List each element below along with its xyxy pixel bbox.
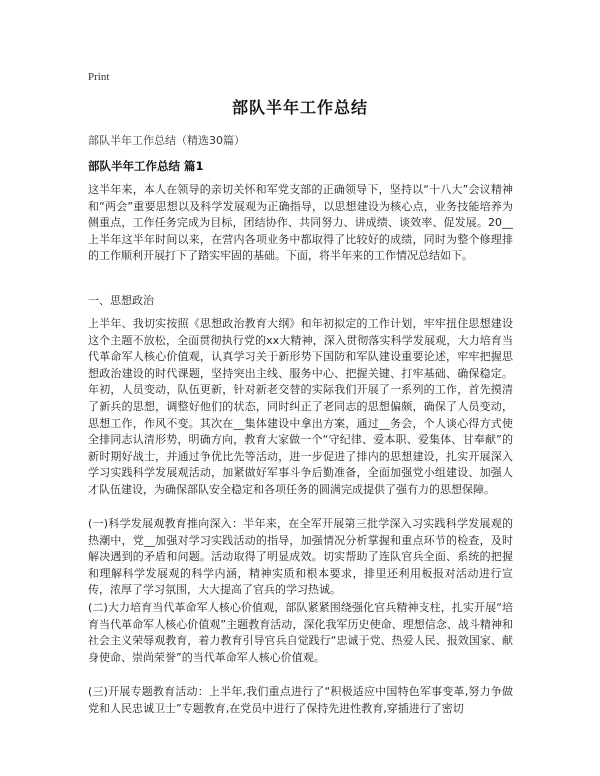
politics-paragraph: 上半年、我切实按照《思想政治教育大纲》和年初拟定的工作计划，牢牢扭住思想建设这个主题不放松，全面贯彻执行党的xx大精神，深入贯彻落实科学发展观，大力培育当代革命军人核心价值观，认真学习关于新形势下国防和军队建设重要论述，牢牢把握思想政治建设的时代课题，坚持突出主线、服务中心、把握关键、打牢基础、确保稳定。年初，人员变动，队伍更新，针对新老交替的实际我们开展了一系列的工作，首先摸清了新兵的思想，调整好他们的状态，同时纠正了老同志的思想偏颇，确保了人员变动，思想工作，作风不变。其次在__集体建设中拿出方案，通过__务会，个人谈心得方式使全排同志认清形势，明确方向，教育大家做一个“守纪律、爱本职、爱集体、甘奉献”的新时期好战士，并通过争优比先等活动，进一步促进了排内的思想建设，扎实开展深入学习实践科学发展观活动，加紧做好军事斗争后勤准备，全面加强党小组建设、加强人才队伍建设，为确保部队安全稳定和各项任务的圆满完成提供了强有力的思想保障。 (88, 317, 513, 496)
print-label[interactable]: Print (88, 71, 110, 83)
item-2-paragraph: (二)大力培育当代革命军人核心价值观，部队紧紧围绕强化官兵精神支柱，扎实开展“培育当代革命军人核心价值观”主题教育活动，深化我军历史使命、理想信念、战斗精神和社会主义荣辱观教育，着力教育引导官兵自觉践行“忠诚于党、热爱人民、报效国家、献身使命、崇尚荣誉”的当代革命军人核心价值观。 (88, 601, 513, 664)
section-heading: 部队半年工作总结 篇1 (88, 159, 204, 173)
document-subtitle: 部队半年工作总结（精选30篇） (88, 134, 245, 147)
politics-heading: 一、思想政治 (88, 294, 154, 307)
intro-paragraph: 这半年来，本人在领导的亲切关怀和军党支部的正确领导下，坚持以“十八大”会议精神和“两会”重要思想以及科学发展观为正确指导，以思想建设为核心点，业务技能培养为侧重点，工作任务完成为目标，团结协作、共同努力、讲成绩、谈效率、促发展。20__上半年这半年时间以来，在营内各项业务中都取得了比较好的成绩，同时为整个修理排的工作顺利开展打下了踏实牢固的基础。下面，将半年来的工作情况总结如下。 (88, 183, 513, 263)
document-title: 部队半年工作总结 (231, 98, 368, 117)
item-3-paragraph: (三)开展专题教育活动：上半年,我们重点进行了“积极适应中国特色军事变革,努力争做党和人民忠诚卫士”专题教育,在党员中进行了保持先进性教育,穿插进行了密切 (88, 685, 513, 715)
item-1-paragraph: (一)科学发展观教育推向深入：半年来，在全军开展第三批学深入习实践科学发展观的热潮中，党__加强对学习实践活动的指导，加强情况分析掌握和重点环节的检查，及时解决遇到的矛盾和问题。活动取得了明显成效。切实帮助了连队官兵全面、系统的把握和理解科学发展观的科学内涵，精神实质和根本要求，排里还利用板报对活动进行宣传，浓厚了学习氛围，大大提高了官兵的学习热诚。 (88, 517, 513, 597)
